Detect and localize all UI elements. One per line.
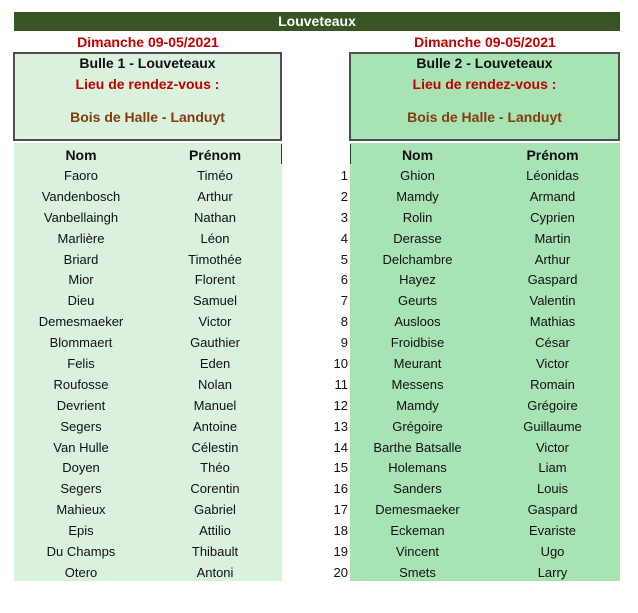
bubble-2-nom-cell: Mamdy xyxy=(396,397,439,413)
table-row xyxy=(0,311,638,332)
bubble-2-nom-cell: Ausloos xyxy=(394,314,441,330)
bubble-2-prenom-cell: Gaspard xyxy=(527,502,578,518)
bubble-1-prenom-cell: Attilio xyxy=(199,523,231,539)
bubble-1-prenom-cell: Arthur xyxy=(197,188,233,204)
bubble-2-nom-cell: Barthe Batsalle xyxy=(373,439,462,455)
bubble-2-prenom-cell: Liam xyxy=(538,460,567,476)
table-row xyxy=(0,186,638,207)
table-row xyxy=(0,395,638,416)
bubble-1-nom-cell: Du Champs xyxy=(46,544,116,560)
row-number-cell: 20 xyxy=(333,564,348,580)
bubble-2-nom-cell: Mamdy xyxy=(396,188,439,204)
bubble-2-nom-cell: Sanders xyxy=(393,481,442,497)
bubble-2-prenom-cell: Louis xyxy=(536,481,569,497)
bubble-1-nom-cell: Dieu xyxy=(67,293,95,309)
row-number-cell: 15 xyxy=(333,460,348,476)
table-row xyxy=(0,478,638,499)
bubble-1-nom-cell: Van Hulle xyxy=(53,439,109,455)
bubble-1-prenom-cell: Eden xyxy=(199,356,231,372)
bubble-2-prenom-cell: Valentin xyxy=(529,293,576,309)
table-row xyxy=(0,374,638,395)
bubble-1-lieu-label: Lieu de rendez-vous : xyxy=(75,76,220,92)
bubble-1-nom-cell: Marlière xyxy=(57,230,105,246)
bubble-2-prenom-cell: Guillaume xyxy=(523,418,582,434)
bubble-1-prenom-cell: Antoine xyxy=(192,418,238,434)
bubble-1-header xyxy=(13,52,282,141)
table-row xyxy=(0,437,638,458)
right-date: Dimanche 09-05/2021 xyxy=(414,34,556,50)
bubble-2-lieu-label: Lieu de rendez-vous : xyxy=(412,76,557,92)
bubble-1-nom-cell: Faoro xyxy=(64,168,98,183)
row-number-cell: 5 xyxy=(340,251,348,267)
bubble-2-nom-cell: Meurant xyxy=(393,356,442,372)
bubble-2-title: Bulle 2 - Louveteaux xyxy=(416,55,553,71)
table-row xyxy=(0,228,638,249)
row-number-cell: 13 xyxy=(333,418,348,434)
members-table xyxy=(0,165,638,583)
bubble-1-prenom-cell: Corentin xyxy=(190,481,240,497)
table-row xyxy=(0,269,638,290)
bubble-1-nom-cell: Segers xyxy=(60,418,102,434)
bubble-2-nom-cell: Rolin xyxy=(402,209,433,225)
bubble-1-prenom-cell: Victor xyxy=(198,314,232,330)
bubble-2-prenom-cell: Léonidas xyxy=(526,168,579,183)
bubble-2-nom-cell: Hayez xyxy=(399,272,436,288)
bubble-1-prenom-cell: Gauthier xyxy=(190,335,240,351)
bubble-1-prenom-cell: Léon xyxy=(200,230,230,246)
bubble-1-nom-cell: Devrient xyxy=(56,397,106,413)
bubble-2-nom-cell: Grégoire xyxy=(392,418,443,434)
bubble-1-nom-cell: Blommaert xyxy=(49,335,113,351)
bubble-1-prenom-cell: Théo xyxy=(200,460,230,476)
bubble-1-prenom-cell: Nathan xyxy=(194,209,236,225)
bubble-2-prenom-cell: Cyprien xyxy=(530,209,575,225)
row-number-cell: 14 xyxy=(333,439,348,455)
bubble-1-prenom-cell: Samuel xyxy=(192,293,238,309)
table-row xyxy=(0,290,638,311)
row-number-cell: 10 xyxy=(333,356,348,372)
bubble-2-prenom-cell: Grégoire xyxy=(527,397,578,413)
row-number-cell: 16 xyxy=(333,481,348,497)
bubble-1-nom-cell: Otero xyxy=(64,564,98,580)
bubble-2-prenom-cell: Evariste xyxy=(529,523,576,539)
bubble-1-nom-cell: Doyen xyxy=(62,460,100,476)
bubble-1-nom-cell: Segers xyxy=(60,481,102,497)
bubble-1-nom-cell: Demesmaeker xyxy=(38,314,124,330)
bubble-2-prenom-cell: Ugo xyxy=(540,544,565,560)
bubble-1-nom-cell: Epis xyxy=(68,523,94,539)
table-row xyxy=(0,457,638,478)
bubble-1-prenom-cell: Nolan xyxy=(198,376,232,392)
bubble-2-nom-cell: Ghion xyxy=(400,168,435,183)
bubble-2-prenom-cell: Larry xyxy=(537,564,568,580)
table-row xyxy=(0,249,638,270)
bubble-1-prenom-cell: Timéo xyxy=(197,168,233,183)
bubble-1-prenom-cell: Antoni xyxy=(196,564,234,580)
bubble-2-nom-cell: Derasse xyxy=(393,230,442,246)
bubble-2-prenom-cell: César xyxy=(535,335,570,351)
bubble-2-nom-cell: Demesmaeker xyxy=(375,502,460,518)
bubble-1-title: Bulle 1 - Louveteaux xyxy=(79,55,216,71)
bubble-2-header xyxy=(349,52,620,141)
bubble-2-prenom-cell: Armand xyxy=(529,188,576,204)
bubble-2-col-nom: Nom xyxy=(401,147,434,163)
table-row xyxy=(0,520,638,541)
bubble-2-nom-cell: Messens xyxy=(391,376,444,392)
row-number-cell: 8 xyxy=(340,314,348,330)
bubble-1-col-nom: Nom xyxy=(65,147,97,163)
bubble-1-prenom-cell: Florent xyxy=(194,272,236,288)
bubble-2-place: Bois de Halle - Landuyt xyxy=(407,109,562,125)
bubble-1-prenom-cell: Timothée xyxy=(188,251,242,267)
bubble-2-prenom-cell: Arthur xyxy=(534,251,571,267)
table-row xyxy=(0,332,638,353)
bubble-1-nom-cell: Roufosse xyxy=(53,376,109,392)
bubble-1-col-prenom: Prénom xyxy=(188,147,242,163)
bubble-1-prenom-cell: Manuel xyxy=(193,397,237,413)
row-number-cell: 17 xyxy=(333,502,348,518)
bubble-1-prenom-cell: Célestin xyxy=(191,439,239,455)
sheet-title: Louveteaux xyxy=(14,12,620,31)
row-number-cell: 4 xyxy=(340,230,348,246)
row-number-cell: 19 xyxy=(333,544,348,560)
table-row xyxy=(0,165,638,186)
bubble-1-place: Bois de Halle - Landuyt xyxy=(70,109,225,125)
row-number-cell: 9 xyxy=(340,335,348,351)
bubble-2-nom-cell: Froidbise xyxy=(390,335,445,351)
table-row xyxy=(0,562,638,583)
bubble-2-nom-cell: Vincent xyxy=(395,544,440,560)
bubble-1-nom-cell: Felis xyxy=(67,356,95,372)
bubble-2-nom-cell: Eckeman xyxy=(390,523,445,539)
row-number-cell: 12 xyxy=(333,397,348,413)
left-date: Dimanche 09-05/2021 xyxy=(77,34,219,50)
row-number-cell: 3 xyxy=(340,209,348,225)
bubble-2-prenom-cell: Victor xyxy=(536,439,569,455)
bubble-1-prenom-cell: Gabriel xyxy=(194,502,236,518)
bubble-2-prenom-cell: Mathias xyxy=(529,314,576,330)
table-row xyxy=(0,499,638,520)
table-row xyxy=(0,416,638,437)
row-number-cell: 2 xyxy=(340,188,348,204)
row-number-cell: 11 xyxy=(334,376,348,392)
table-row xyxy=(0,207,638,228)
table-row xyxy=(0,353,638,374)
bubble-2-col-prenom: Prénom xyxy=(526,147,579,163)
bubble-1-nom-cell: Vandenbosch xyxy=(41,188,121,204)
bubble-1-nom-cell: Mior xyxy=(68,272,94,288)
row-number-cell: 1 xyxy=(340,168,348,183)
bubble-2-prenom-cell: Victor xyxy=(536,356,569,372)
bubble-1-prenom-cell: Thibault xyxy=(191,544,239,560)
bubble-2-nom-cell: Geurts xyxy=(397,293,437,309)
bubble-2-nom-cell: Delchambre xyxy=(382,251,453,267)
bubble-2-prenom-cell: Martin xyxy=(534,230,571,246)
bubble-1-nom-cell: Vanbellaingh xyxy=(43,209,119,225)
row-number-cell: 18 xyxy=(333,523,348,539)
bubble-2-prenom-cell: Gaspard xyxy=(527,272,578,288)
bubble-1-nom-cell: Briard xyxy=(63,251,99,267)
bubble-1-nom-cell: Mahieux xyxy=(56,502,106,518)
row-number-cell: 6 xyxy=(340,272,348,288)
bubble-2-prenom-cell: Romain xyxy=(530,376,575,392)
bubble-2-nom-cell: Holemans xyxy=(388,460,447,476)
row-number-cell: 7 xyxy=(340,293,348,309)
bubble-2-nom-cell: Smets xyxy=(399,564,436,580)
table-row xyxy=(0,541,638,562)
